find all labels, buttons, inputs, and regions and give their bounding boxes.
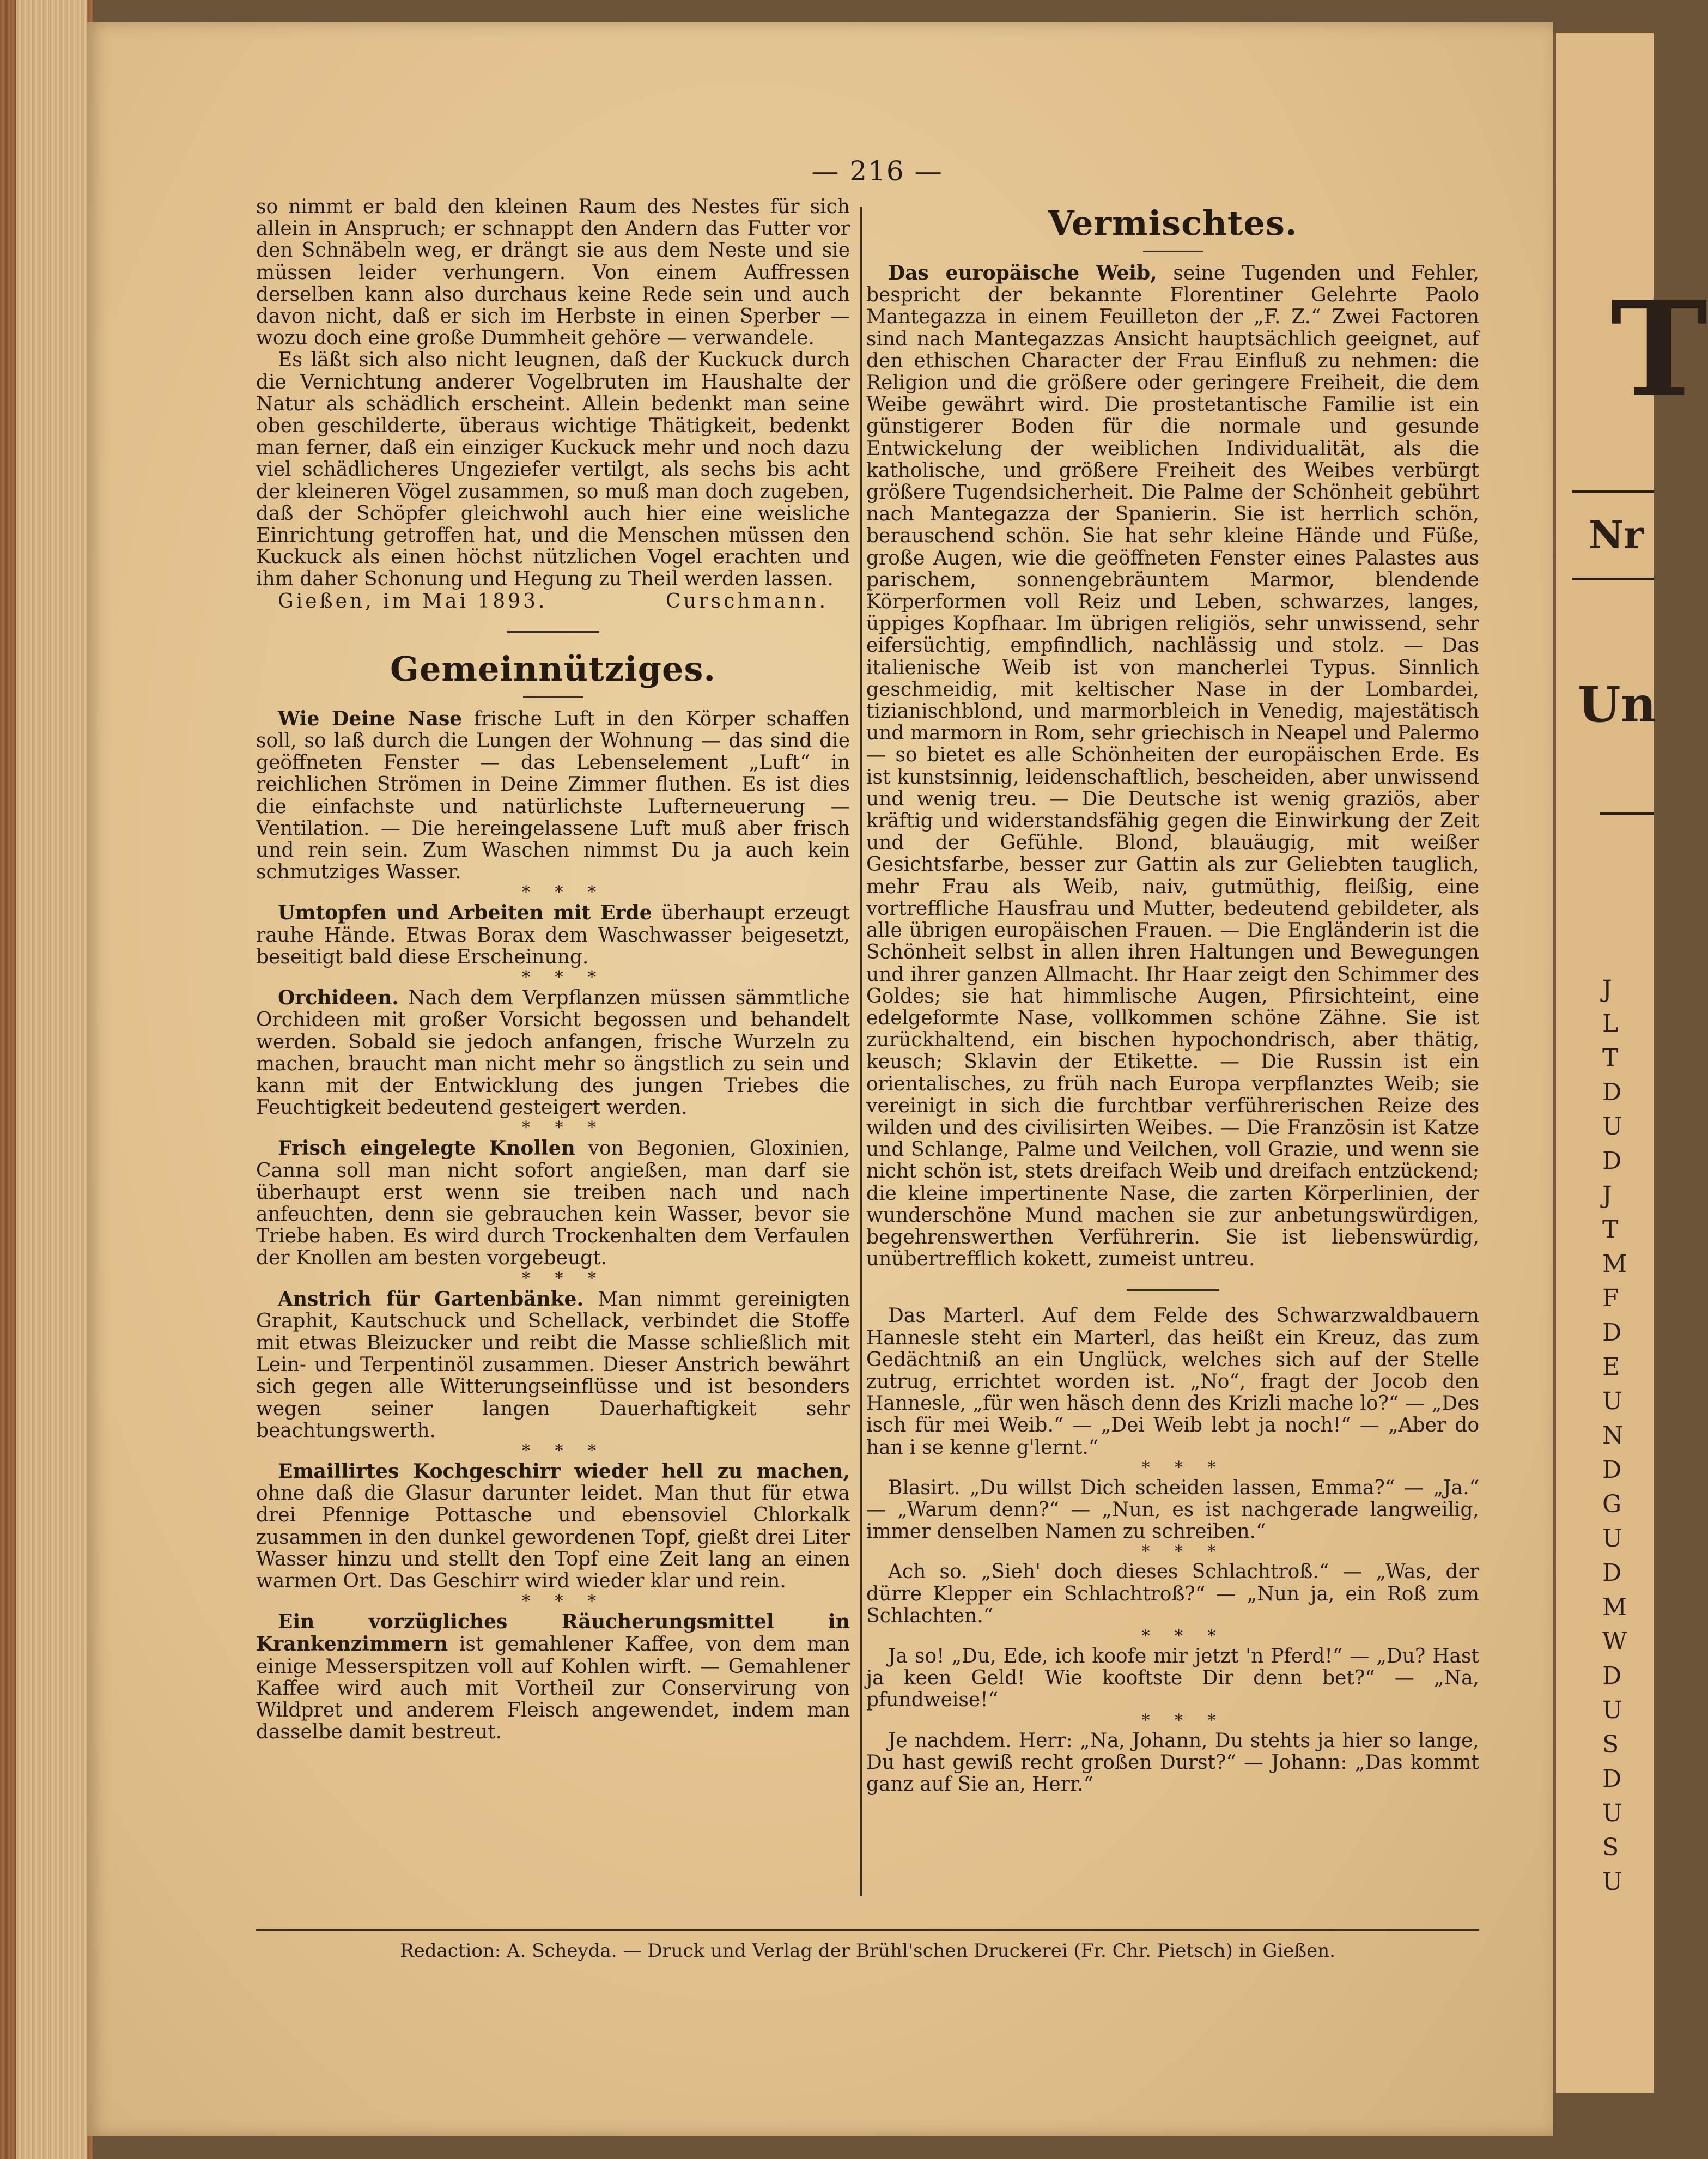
item-text: von Begonien, Gloxinien, Canna soll man nicht sofort angießen, man darf sie überhaupt erst wenn sie treiben nach und nach anfeuchten, denn sie gebrauchen kein Wasser, bevor sie Triebe haben. Es wird durch Trockenhalten dem Verfaulen der Knollen am besten vorgebeugt.: [256, 1137, 850, 1270]
item-title: Anstrich für Gartenbänke.: [278, 1287, 583, 1311]
item-title: Wie Deine Nase: [278, 707, 463, 730]
anecdote-blasirt: Blasirt. „Du willst Dich scheiden lassen, Emma?“ — „Ja.“ — „Warum denn?“ — „Nun, es ist nachgerade langweilig, immer denselben Namen zu schreiben.“: [866, 1476, 1479, 1543]
item-text: Man nimmt gereinigten Graphit, Kautschuck und Schellack, verbindet die Stoffe mit etwas Bleizucker und reibt die Masse schließlich mit Lein- und Terpentinöl zusammen. Dieser Anstrich bewährt sich gegen alle Witterungseinflüsse und ist besonders wegen seiner langen Dauerhaftigkeit sehr beachtungswerth.: [256, 1288, 850, 1442]
separator-stars: * * *: [521, 968, 606, 987]
next-page-letter: U: [1602, 1387, 1623, 1415]
article-text: seine Tugenden und Fehler, bespricht der bekannte Florentiner Gelehrte Paolo Mantegazza in einem Feuilleton der „F. Z.“ Zwei Factoren sind nach Mantegazzas Ansicht hauptsächlich geeignet, auf den ethischen Character der Frau Einfluß zu nehmen: die Religion und die größere oder geringere Freiheit, die dem Weibe gewährt wird. Die prostetantische Familie ist ein günstigerer Boden für die normale und gesunde Entwickelung der weiblichen Individualität, als die katholische, und größere Freiheit des Weibes verbürgt größere Tugendsicherheit. Die Palme der Schönheit gebührt nach Mantegazza der Spanierin. Sie ist herrlich schön, berauschend schön. Sie hat sehr kleine Hände und Füße, große Augen, wie die geöffneten Fenster eines Palastes aus parischem, sonnengebräuntem Marmor, blendende Körperformen voll Reiz und Leben, schwarzes, langes, üppiges Kopfhaar. Im übrigen religiös, sehr unwissend, sehr eifersüchtig, empfindlich, nachlässig und stolz. — Das italienische Weib ist von mancherlei Typus. Sinnlich geschmeidig, mit keltischer Nase in der Lombardei, tizianischblond, und marmorbleich in Venedig, majestätisch und marmorn in Rom, sehr griechisch in Neapel und Palermo — so bietet es alle Schönheiten der europäischen Erde. Es ist kunstsinnig, leidenschaftlich, bescheiden, aber unwissend und wenig treu. — Die Deutsche ist wenig graziös, aber kräftig und widerstandsfähig gegen die Einwirkung der Zeit und der Gefühle. Blond, blauäugig, mit weißer Gesichtsfarbe, besser zur Gattin als zur Geliebten tauglich, mehr Frau als Weib, naiv, gutmüthig, fleißig, eine vortreffliche Hausfrau und Mutter, bedeutend gebildeter, als alle übrigen europäischen Frauen. — Die Engländerin ist die Schönheit selbst in allen ihren Haltungen und Bewegungen und ihrer ganzen Allmacht. Ihr Haar zeigt den Schimmer des Goldes; sie hat himmlische Augen, Pfirsichteint, eine edelgeformte Nase, vollkommen schöne Zähne. Sie ist zurückhaltend, ein bischen hypochondrisch, aber thätig, keusch; Sklavin der Etikette. — Die Russin ist ein orientalisches, zu früh nach Europa verpflanztes Weib; sie vereinigt in sich die furchtbar verführerischen Reize des wilden und des civilisirten Weibes. — Die Französin ist Katze und Schlange, Palme und Veilchen, voll Grazie, und wenn sie nicht schön ist, stets dreifach Weib und dreifach entzückend; die kleine impertinente Nase, die zarten Körperlinien, der wunderschöne Mund machen sie zur anbetungswürdigen, begehrenswerthen Verführerin. Sie ist liebenswürdig, unübertrefflich kokett, zumeist untreu.: [866, 262, 1479, 1271]
next-page-letter: G: [1602, 1490, 1622, 1518]
next-page-rule: [1600, 812, 1654, 815]
item-text: ohne daß die Glasur darunter leidet. Man thut für etwa drei Pfennige Pottasche und ebensoviel Chlorkalk zusammen in den dunkel gewordenen Topf, gießt drei Liter Wasser hinzu und stellt den Topf eine Zeit lang an einen warmen Ort. Das Geschirr wird wieder klar und rein.: [256, 1482, 850, 1592]
next-page-letter: U: [1602, 1525, 1623, 1552]
article-europaeische-weib: [866, 262, 1479, 1270]
anecdote-marterl: Das Marterl. Auf dem Felde des Schwarzwaldbauern Hannesle steht ein Marterl, das heißt ein Kreuz, das zum Gedächtniß an ein Unglück, welches sich auf der Stelle zutrug, errichtet worden ist. „No“, fragt der Jocob den Hannesle, „für wen häsch denn des Krizli mache lo?“ — „Des isch für mei Weib.“ — „Dei Weib lebt ja noch!“ — „Aber do han i se kenne g'lernt.“: [866, 1305, 1479, 1459]
item-text: Nach dem Verpflanzen müssen sämmtliche Orchideen mit großer Vorsicht begossen und behandelt werden. Sobald sie jedoch anfangen, frische Wurzeln zu machen, braucht man nicht mehr so ängstlich zu sein und kann mit der Entwicklung des jungen Triebes die Feuchtigkeit bedeutend gesteigert werden.: [256, 987, 850, 1119]
next-page-letter: S: [1602, 1834, 1619, 1861]
item-title: Frisch eingelegte Knollen: [278, 1137, 575, 1160]
next-page-letter: D: [1602, 1662, 1622, 1690]
signature-author: Curschmann.: [665, 590, 828, 612]
next-page-letter: F: [1602, 1284, 1619, 1312]
anecdote-je-nachdem: Je nachdem. Herr: „Na, Johann, Du stehts ja hier so lange, Du hast gewiß recht großen Durst?“ — Johann: „Das kommt ganz auf Sie an, Herr.“: [866, 1729, 1479, 1796]
item-orchideen: [256, 987, 850, 1119]
next-page-rule: [1572, 490, 1654, 493]
signature-place: Gießen, im Mai 1893.: [278, 590, 548, 612]
next-page-letter: D: [1602, 1456, 1622, 1484]
next-page-letter: T: [1602, 1044, 1619, 1072]
next-page-letter: W: [1602, 1628, 1627, 1655]
item-raeucherung: [256, 1611, 850, 1743]
next-page-letter: D: [1602, 1078, 1622, 1106]
kuckuck-paragraph-1: so nimmt er bald den kleinen Raum des Nestes für sich allein in Anspruch; er schnappt den Andern das Futter vor den Schnäbeln weg, er drängt sie aus dem Neste und sie müssen leider verhungern. Von einem Auffressen derselben kann also durchaus keine Rede sein und auch davon nicht, daß er sich im Herbste in einen Sperber — wozu doch eine große Dummheit gehöre — verwandele.: [256, 196, 850, 350]
separator-stars: * * *: [521, 883, 606, 902]
next-page-letter: U: [1602, 1696, 1623, 1724]
kuckuck-paragraph-2: Es läßt sich also nicht leugnen, daß der Kuckuck durch die Vernichtung anderer Vogelbruten im Haushalte der Natur als schädlich erscheint. Allein bedenkt man seine oben geschilderte, überaus wichtige Thätigkeit, bedenkt man ferner, daß ein einziger Kuckuck mehr und noch dazu viel schädlicheres Ungeziefer vertilgt, als sechs bis acht der kleineren Vögel zusammen, so muß man doch zugeben, daß der Schöpfer gleichwohl auch hier eine weisliche Einrichtung getroffen hat, und die Menschen müssen den Kuckuck als einen höchst nützlichen Vogel erachten und ihm daher Schonung und Hegung zu Theil werden lassen.: [256, 349, 850, 591]
separator-stars: * * *: [521, 1592, 606, 1611]
next-page-letter: U: [1602, 1113, 1623, 1141]
anecdote-ja-so: Ja so! „Du, Ede, ich koofe mir jetzt 'n Pferd!“ — „Du? Hast ja keen Geld! Wie kooftste Dir denn bet?“ — „Na, pfundweise!“: [866, 1645, 1479, 1712]
heading-vermischtes: Vermischtes.: [1048, 203, 1298, 243]
next-page-letter: U: [1602, 1868, 1623, 1896]
next-page-un: Un: [1578, 676, 1656, 733]
page-edges: [16, 0, 87, 2159]
next-page-letter: D: [1602, 1765, 1622, 1793]
next-page-letter: U: [1602, 1799, 1623, 1827]
signature-line: [256, 591, 850, 612]
section-rule: [507, 631, 599, 633]
item-knollen: [256, 1137, 850, 1269]
item-title: Emaillirtes Kochgeschirr wieder hell zu machen,: [278, 1459, 850, 1483]
next-page-rule: [1572, 578, 1654, 580]
next-page-letter: J: [1602, 975, 1612, 1003]
separator-stars: * * *: [1141, 1626, 1226, 1646]
next-page-letter: E: [1602, 1353, 1620, 1381]
next-page-letter: M: [1602, 1250, 1627, 1278]
next-page-letter: N: [1602, 1422, 1624, 1450]
next-page-letter: T: [1602, 1216, 1619, 1244]
separator-stars: * * *: [1141, 1458, 1226, 1477]
left-column: [256, 196, 850, 1743]
next-page-letter: S: [1602, 1731, 1619, 1758]
heading-rule: [1143, 251, 1203, 252]
separator-stars: * * *: [1141, 1542, 1226, 1562]
column-divider: [860, 207, 862, 1896]
anecdote-ach-so: Ach so. „Sieh' doch dieses Schlachtroß.“ — „Was, der dürre Klepper ein Schlachtroß?“ — „Nun ja, ein Roß zum Schlachten.“: [866, 1561, 1479, 1627]
item-title: Orchideen.: [278, 986, 399, 1010]
next-page-initial: T: [1610, 272, 1708, 426]
next-page-letter: D: [1602, 1319, 1622, 1347]
separator-stars: * * *: [521, 1118, 606, 1138]
item-text: überhaupt erzeugt rauhe Hände. Etwas Borax dem Waschwasser beigesetzt, beseitigt bald diese Erscheinung.: [256, 902, 850, 968]
item-text: frische Luft in den Körper schaffen soll, so laß durch die Lungen der Wohnung — das sind die geöffneten Fenster — das Lebenselement „Luft“ in reichlichen Strömen in Deine Zimmer fluthen. Es ist dies die einfachste und natürlichste Lufterneuerung — Ventilation. — Die hereingelassene Luft muß aber frisch und rein sein. Zum Waschen nimmst Du ja auch kein schmutziges Wasser.: [256, 707, 850, 884]
article-title: Das europäische Weib,: [888, 262, 1157, 284]
imprint-footer: Redaction: A. Scheyda. — Druck und Verlag der Brühl'schen Druckerei (Fr. Chr. Pietsch) in Gießen.: [400, 1940, 1335, 1962]
footer-rule: [256, 1929, 1479, 1931]
separator-stars: * * *: [521, 1269, 606, 1288]
item-umtopfen: [256, 902, 850, 968]
item-title: Umtopfen und Arbeiten mit Erde: [278, 901, 652, 925]
separator-stars: * * *: [1141, 1711, 1226, 1730]
page-number: — 216 —: [811, 155, 943, 187]
separator-stars: * * *: [521, 1441, 606, 1460]
next-page-strip: [1553, 33, 1708, 2093]
next-page-letter: M: [1602, 1593, 1627, 1621]
right-column: [866, 196, 1479, 1796]
item-nase: [256, 708, 850, 884]
next-page-nr: Nr: [1589, 512, 1644, 557]
next-page-letter: L: [1602, 1010, 1619, 1038]
next-page-letter: D: [1602, 1559, 1622, 1587]
heading-rule: [523, 696, 583, 698]
item-text: ist gemahlener Kaffee, von dem man einige Messerspitzen voll auf Kohlen wirft. — Gemahlener Kaffee wird auch mit Vortheil zur Conservirung von Wildpret und anderem Fleisch angewendet, indem man dasselbe damit bestreut.: [256, 1633, 850, 1744]
heading-gemeinnuetziges: Gemeinnütziges.: [390, 648, 716, 689]
item-kochgeschirr: [256, 1460, 850, 1592]
next-page-letter: D: [1602, 1147, 1622, 1175]
section-rule: [1127, 1289, 1219, 1291]
next-page-letter: J: [1602, 1181, 1612, 1209]
item-title: Ein vorzügliches Räucherungsmittel in Krankenzimmern: [256, 1610, 850, 1656]
item-anstrich: [256, 1288, 850, 1442]
